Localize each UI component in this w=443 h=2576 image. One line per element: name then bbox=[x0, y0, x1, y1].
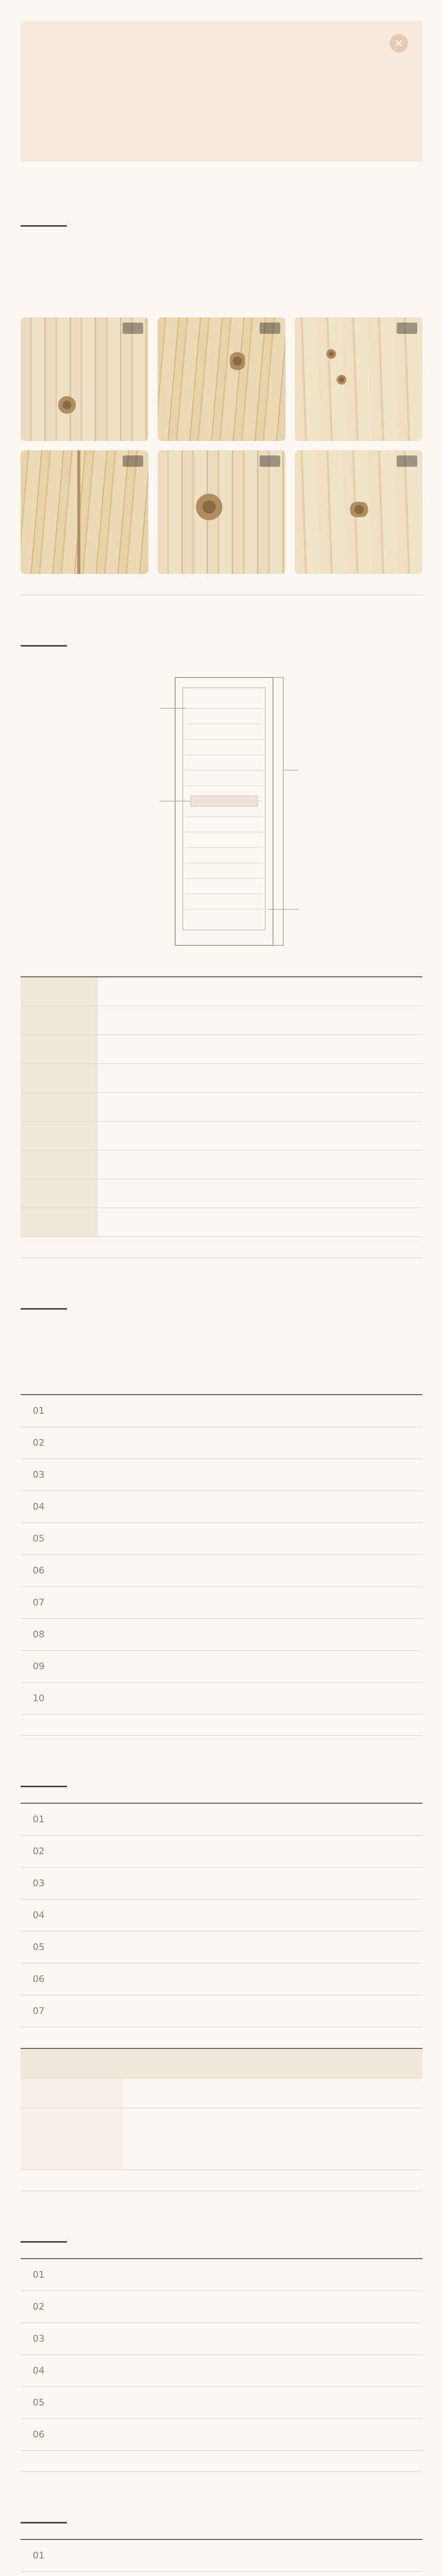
item-number: 01 bbox=[32, 2550, 45, 2561]
product-info-section bbox=[0, 595, 443, 1258]
refund-section bbox=[0, 2472, 443, 2576]
spec-label bbox=[21, 1035, 98, 1063]
spec-value bbox=[98, 977, 422, 1006]
item-number: 05 bbox=[32, 1533, 45, 1544]
item-text bbox=[57, 1844, 422, 1858]
spec-value bbox=[98, 1063, 422, 1092]
fee-cell bbox=[273, 2078, 422, 2108]
section-title bbox=[21, 618, 67, 647]
item-number: 09 bbox=[32, 1660, 45, 1672]
section-title bbox=[21, 2495, 67, 2523]
item-number: 06 bbox=[32, 2429, 45, 2440]
item-number: 07 bbox=[32, 1597, 45, 1608]
banner-text bbox=[39, 127, 404, 146]
list-item bbox=[21, 1459, 422, 1491]
list-item bbox=[21, 1900, 422, 1931]
item-text bbox=[57, 2004, 422, 2018]
photo-tag bbox=[397, 323, 417, 334]
fee-row-label bbox=[21, 2108, 124, 2170]
item-text bbox=[57, 2300, 422, 2314]
list-item bbox=[21, 2387, 422, 2419]
product-detail-page bbox=[0, 21, 443, 2576]
banner-text bbox=[39, 107, 404, 127]
spec-row bbox=[21, 1121, 422, 1150]
item-number: 03 bbox=[32, 1877, 45, 1889]
close-icon[interactable] bbox=[389, 34, 408, 53]
item-number: 02 bbox=[32, 1437, 45, 1448]
section-title bbox=[21, 1758, 67, 1787]
list-item bbox=[21, 1868, 422, 1900]
fee-header bbox=[21, 2048, 124, 2078]
wood-photo bbox=[21, 450, 148, 574]
item-text bbox=[57, 2549, 422, 2563]
item-text bbox=[57, 1435, 422, 1450]
list-item bbox=[21, 1963, 422, 1995]
item-text bbox=[57, 1691, 422, 1705]
item-text bbox=[57, 1812, 422, 1826]
item-text bbox=[57, 1595, 422, 1609]
fee-cell bbox=[273, 2108, 422, 2170]
fee-row bbox=[21, 2108, 422, 2170]
list-item bbox=[21, 1587, 422, 1619]
list-item bbox=[21, 1427, 422, 1459]
section-title bbox=[21, 2214, 67, 2243]
fee-header bbox=[124, 2048, 273, 2078]
spec-value bbox=[98, 1179, 422, 1208]
fee-cell bbox=[124, 2078, 273, 2108]
spec-label bbox=[21, 1208, 98, 1236]
section-title bbox=[21, 1281, 67, 1310]
item-text bbox=[57, 1659, 422, 1673]
fee-cell bbox=[124, 2108, 273, 2170]
list-item bbox=[21, 1523, 422, 1555]
list-item bbox=[21, 1555, 422, 1587]
refund-list bbox=[21, 2539, 422, 2576]
item-number: 01 bbox=[32, 1405, 45, 1416]
item-number: 04 bbox=[32, 2365, 45, 2376]
sauna-cabinet-illustration bbox=[113, 667, 330, 956]
list-item bbox=[21, 2259, 422, 2291]
list-item bbox=[21, 1995, 422, 2027]
spec-row bbox=[21, 1006, 422, 1035]
banner-title bbox=[39, 38, 404, 58]
item-number: 04 bbox=[32, 1501, 45, 1512]
list-item bbox=[21, 1804, 422, 1836]
list-item bbox=[21, 2291, 422, 2323]
spec-value bbox=[98, 1006, 422, 1035]
caution-lead bbox=[21, 1325, 422, 1366]
banner-text bbox=[39, 88, 404, 107]
item-number: 03 bbox=[32, 1469, 45, 1480]
item-number: 03 bbox=[32, 2333, 45, 2344]
list-item bbox=[21, 2419, 422, 2451]
wood-photo bbox=[295, 317, 422, 441]
list-item bbox=[21, 2323, 422, 2355]
spec-table bbox=[21, 976, 422, 1237]
spec-row bbox=[21, 1092, 422, 1121]
section-title bbox=[21, 198, 67, 227]
list-item bbox=[21, 1395, 422, 1427]
item-number: 10 bbox=[32, 1692, 45, 1704]
list-item bbox=[21, 1836, 422, 1868]
banner-text bbox=[39, 68, 404, 88]
check-section bbox=[0, 162, 443, 595]
spec-label bbox=[21, 1121, 98, 1150]
fee-header bbox=[273, 2048, 422, 2078]
item-text bbox=[57, 1908, 422, 1922]
item-text bbox=[57, 2332, 422, 2346]
wood-photo bbox=[158, 317, 285, 441]
wood-photo-grid bbox=[21, 317, 422, 574]
item-text bbox=[57, 1531, 422, 1546]
spec-row bbox=[21, 977, 422, 1006]
spec-row bbox=[21, 1208, 422, 1236]
item-number: 02 bbox=[32, 2301, 45, 2312]
item-number: 02 bbox=[32, 1845, 45, 1857]
list-item bbox=[21, 1619, 422, 1651]
item-text bbox=[57, 1940, 422, 1954]
item-text bbox=[57, 1563, 422, 1578]
spec-label bbox=[21, 1092, 98, 1121]
item-text bbox=[57, 1499, 422, 1514]
spec-label bbox=[21, 1150, 98, 1179]
item-text bbox=[57, 1972, 422, 1986]
fee-row bbox=[21, 2078, 422, 2108]
spec-label bbox=[21, 1006, 98, 1035]
item-number: 07 bbox=[32, 2005, 45, 2016]
list-item bbox=[21, 2355, 422, 2387]
photo-tag bbox=[123, 323, 143, 334]
as-section bbox=[0, 2191, 443, 2471]
item-text bbox=[57, 2396, 422, 2410]
caution-note bbox=[21, 1371, 422, 1381]
item-number: 06 bbox=[32, 1565, 45, 1576]
item-number: 05 bbox=[32, 2397, 45, 2408]
list-item bbox=[21, 1931, 422, 1963]
fee-row-label bbox=[21, 2078, 124, 2108]
spec-row bbox=[21, 1035, 422, 1063]
photo-tag bbox=[123, 455, 143, 467]
spec-label bbox=[21, 1063, 98, 1092]
check-description bbox=[21, 245, 422, 286]
spec-row bbox=[21, 1063, 422, 1092]
shipping-section bbox=[0, 1736, 443, 2191]
shipping-fee-table bbox=[21, 2048, 422, 2171]
spec-value bbox=[98, 1092, 422, 1121]
photo-tag bbox=[260, 455, 280, 467]
item-number: 04 bbox=[32, 1909, 45, 1921]
photo-tag bbox=[260, 323, 280, 334]
caution-section bbox=[0, 1258, 443, 1735]
spec-label bbox=[21, 977, 98, 1006]
item-number: 01 bbox=[32, 2269, 45, 2280]
wood-photo bbox=[158, 450, 285, 574]
list-item bbox=[21, 1491, 422, 1523]
product-diagram bbox=[21, 662, 422, 971]
spec-row bbox=[21, 1150, 422, 1179]
item-text bbox=[57, 1403, 422, 1418]
list-item bbox=[21, 1651, 422, 1683]
warning-banner bbox=[21, 21, 422, 162]
spec-value bbox=[98, 1121, 422, 1150]
wood-photo bbox=[21, 317, 148, 441]
item-text bbox=[57, 1467, 422, 1482]
spec-value bbox=[98, 1150, 422, 1179]
item-number: 05 bbox=[32, 1941, 45, 1953]
item-text bbox=[57, 2364, 422, 2378]
list-item bbox=[21, 1683, 422, 1715]
check-note bbox=[21, 292, 422, 302]
item-text bbox=[57, 2428, 422, 2442]
wood-photo bbox=[295, 450, 422, 574]
spec-value bbox=[98, 1208, 422, 1236]
item-number: 01 bbox=[32, 1814, 45, 1825]
shipping-list bbox=[21, 1803, 422, 2027]
list-item bbox=[21, 2540, 422, 2572]
list-item bbox=[21, 2572, 422, 2576]
item-text bbox=[57, 2268, 422, 2282]
spec-row bbox=[21, 1179, 422, 1208]
caution-list bbox=[21, 1394, 422, 1715]
as-list bbox=[21, 2258, 422, 2451]
photo-tag bbox=[397, 455, 417, 467]
item-number: 06 bbox=[32, 1973, 45, 1985]
item-number: 08 bbox=[32, 1629, 45, 1640]
item-text bbox=[57, 1876, 422, 1890]
spec-label bbox=[21, 1179, 98, 1208]
spec-value bbox=[98, 1035, 422, 1063]
item-text bbox=[57, 1627, 422, 1641]
